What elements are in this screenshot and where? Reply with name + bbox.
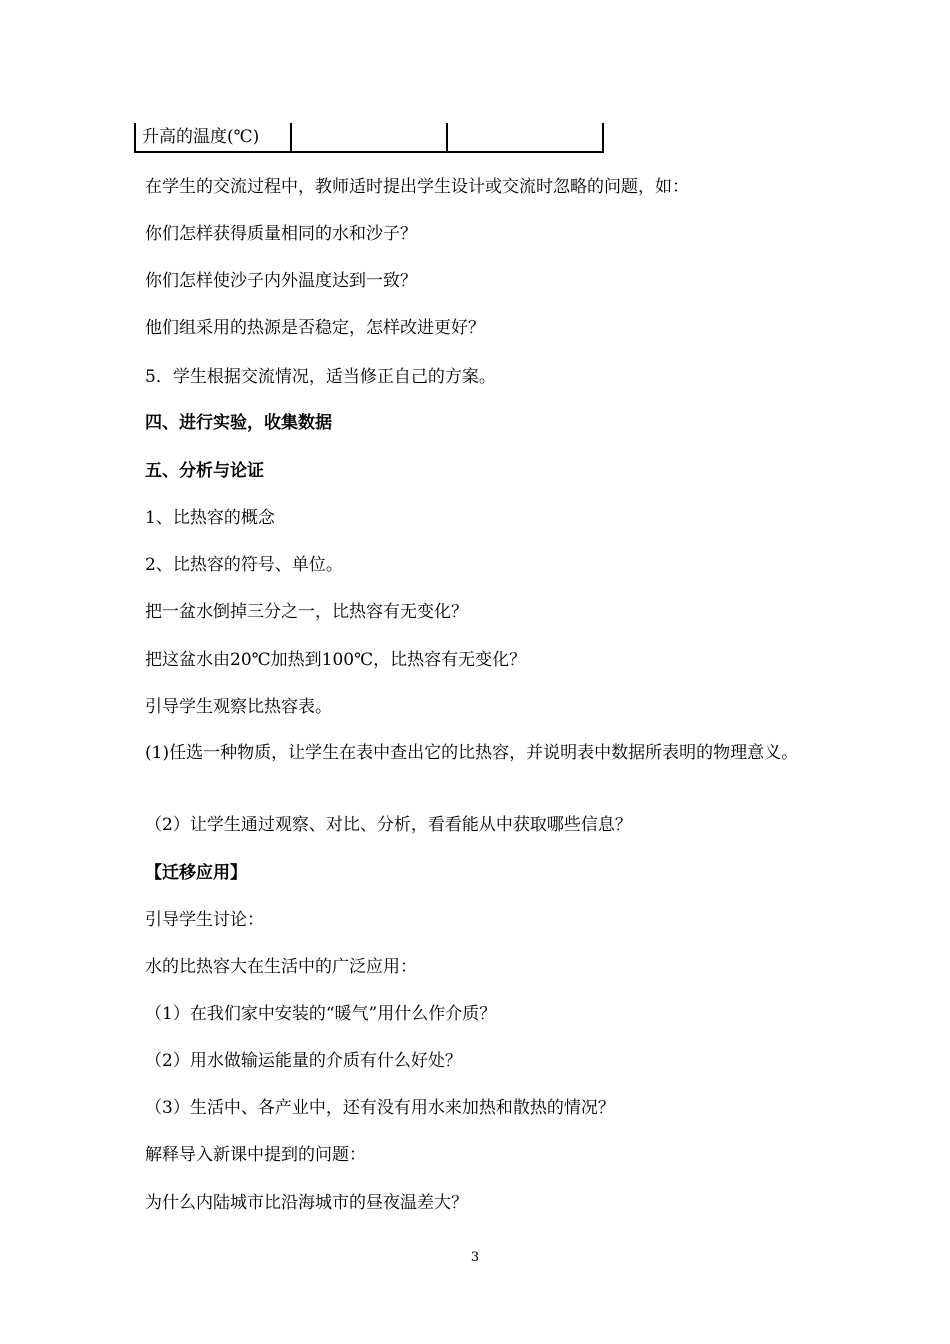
question-line: 把一盆水倒掉三分之一，比热容有无变化？	[145, 602, 468, 622]
list-item: （2）让学生通过观察、对比、分析，看看能从中获取哪些信息？	[145, 815, 632, 835]
list-item: 1、比热容的概念	[145, 508, 275, 528]
paragraph: 解释导入新课中提到的问题：	[145, 1145, 366, 1165]
question-line: 你们怎样使沙子内外温度达到一致？	[145, 271, 417, 291]
page-number: 3	[470, 1250, 480, 1265]
question-line: 为什么内陆城市比沿海城市的昼夜温差大？	[145, 1193, 468, 1213]
table-cell	[446, 123, 604, 151]
section-heading: 【迁移应用】	[145, 863, 247, 883]
paragraph: 水的比热容大在生活中的广泛应用：	[145, 957, 417, 977]
question-line: 你们怎样获得质量相同的水和沙子？	[145, 224, 417, 244]
paragraph: 在学生的交流过程中，教师适时提出学生设计或交流时忽略的问题，如：	[145, 177, 689, 197]
question-line: 把这盆水由20℃加热到100℃，比热容有无变化？	[145, 650, 527, 670]
table-border	[602, 123, 604, 151]
list-item: （3）生活中、各产业中，还有没有用水来加热和散热的情况？	[145, 1098, 615, 1118]
paragraph: 引导学生讨论：	[145, 910, 264, 930]
list-item: （2）用水做输运能量的介质有什么好处？	[145, 1051, 462, 1071]
paragraph: 引导学生观察比热容表。	[145, 697, 332, 717]
data-table-fragment	[134, 123, 604, 153]
table-row-label: 升高的温度(℃)	[134, 123, 290, 151]
section-heading: 四、进行实验，收集数据	[145, 413, 332, 433]
section-heading: 五、分析与论证	[145, 461, 264, 481]
step-line: 5．学生根据交流情况，适当修正自己的方案。	[145, 367, 496, 387]
table-cell	[290, 123, 448, 151]
paragraph-multiline: (1)任选一种物质，让学生在表中查出它的比热容，并说明表中数据所表明的物理意义。	[145, 743, 799, 763]
list-item: 2、比热容的符号、单位。	[145, 555, 343, 575]
question-line: 他们组采用的热源是否稳定，怎样改进更好？	[145, 318, 485, 338]
list-item: （1）在我们家中安装的“暖气”用什么作介质？	[145, 1004, 497, 1024]
